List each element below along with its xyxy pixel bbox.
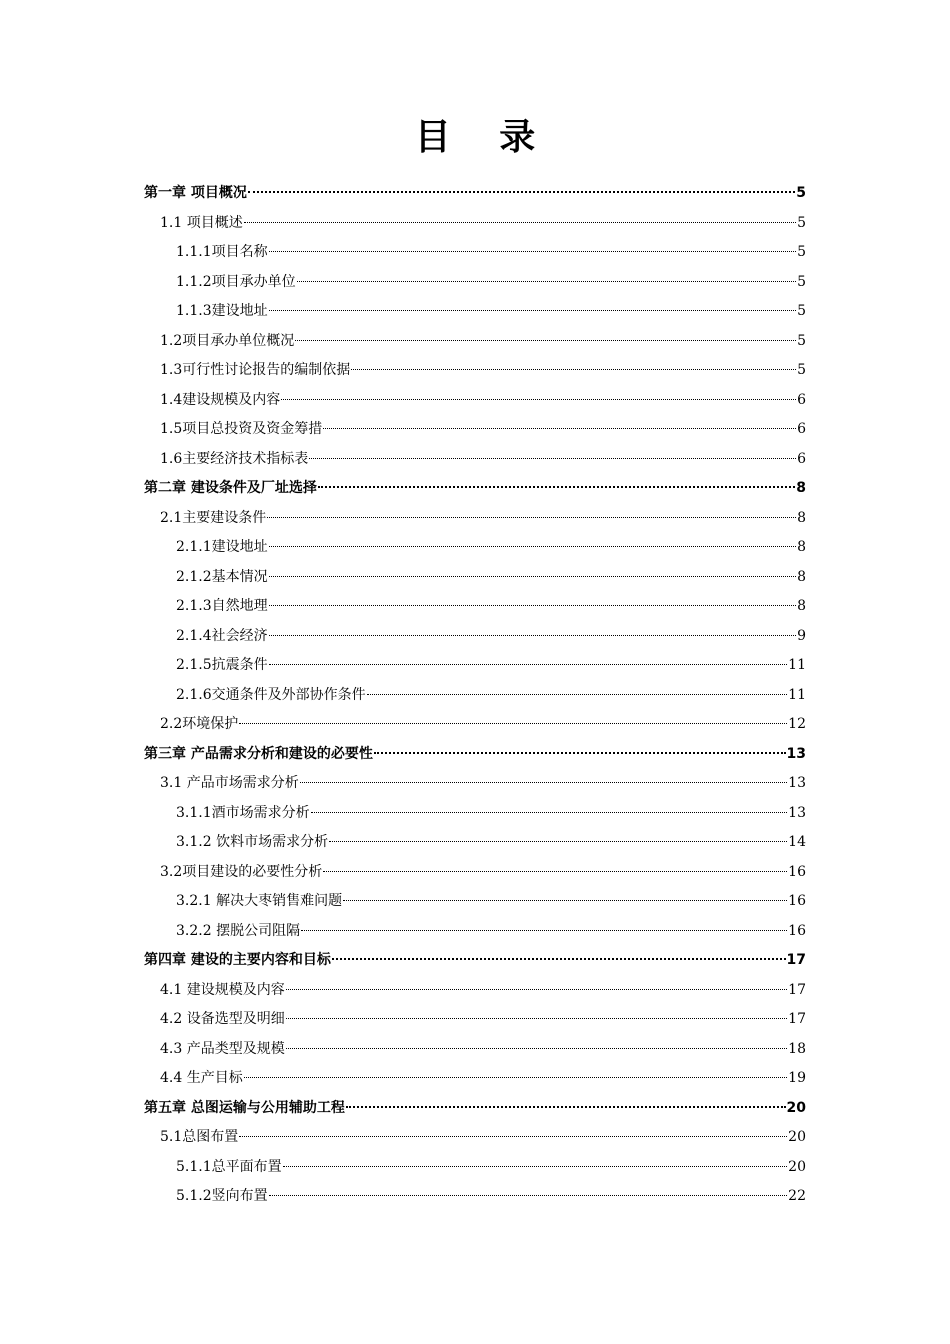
toc-entry-label: 第二章 建设条件及厂址选择 <box>144 480 317 496</box>
toc-entry-page: 11 <box>788 657 806 673</box>
toc-entry-label: 1.1.1项目名称 <box>176 244 268 260</box>
toc-entry-page: 12 <box>788 716 806 732</box>
toc-entry-label: 第四章 建设的主要内容和目标 <box>144 952 331 968</box>
toc-entry-page: 17 <box>786 952 806 968</box>
toc-entry[interactable] <box>144 1094 806 1123</box>
toc-entry-label: 3.2项目建设的必要性分析 <box>160 863 323 880</box>
toc-entry[interactable] <box>160 327 806 356</box>
toc-entry-page: 16 <box>788 893 806 909</box>
dot-leader <box>239 723 787 724</box>
toc-entry-page: 6 <box>797 421 806 437</box>
toc-entry[interactable] <box>160 710 806 739</box>
dot-leader <box>332 958 786 960</box>
toc-entry-label: 3.2.1 解决大枣销售难问题 <box>176 893 343 909</box>
toc-entry[interactable] <box>144 946 806 975</box>
toc-entry[interactable] <box>176 917 806 946</box>
toc-entry-page: 6 <box>797 450 806 467</box>
toc-entry-label: 2.2环境保护 <box>160 716 239 732</box>
toc-entry[interactable] <box>176 887 806 916</box>
toc-entry[interactable] <box>176 533 806 562</box>
toc-entry-label: 1.6主要经济技术指标表 <box>160 450 309 467</box>
toc-entry-label: 2.1.4社会经济 <box>176 627 268 644</box>
toc-entry-label: 1.1.2项目承办单位 <box>176 273 296 290</box>
toc-entry-label: 3.1.1酒市场需求分析 <box>176 804 310 821</box>
toc-entry-label: 2.1.3自然地理 <box>176 598 268 614</box>
dot-leader <box>301 930 787 931</box>
dot-leader <box>269 310 796 311</box>
dot-leader <box>281 399 796 400</box>
toc-entry-page: 9 <box>797 627 806 644</box>
toc-entry-page: 5 <box>797 362 806 378</box>
toc-entry-label: 3.2.2 摆脱公司阻隔 <box>176 922 301 939</box>
toc-entry[interactable] <box>160 976 806 1005</box>
dot-leader <box>300 782 787 783</box>
toc-entry-label: 2.1.5抗震条件 <box>176 657 268 673</box>
toc-entry[interactable] <box>176 828 806 857</box>
toc-entry-label: 1.2项目承办单位概况 <box>160 332 295 349</box>
dot-leader <box>295 340 796 341</box>
toc-entry-page: 20 <box>788 1129 806 1145</box>
dot-leader <box>323 428 796 429</box>
dot-leader <box>248 191 795 193</box>
dot-leader <box>269 635 796 636</box>
toc-entry[interactable] <box>176 681 806 710</box>
toc-entry[interactable] <box>144 179 806 208</box>
toc-entry-label: 第五章 总图运输与公用辅助工程 <box>144 1099 345 1116</box>
toc-entry[interactable] <box>160 858 806 887</box>
toc-entry-page: 14 <box>788 834 806 850</box>
toc-entry[interactable] <box>176 622 806 651</box>
toc-entry[interactable] <box>160 1035 806 1064</box>
toc-entry[interactable] <box>176 799 806 828</box>
toc-entry-label: 3.1 产品市场需求分析 <box>160 775 299 791</box>
toc-entry-page: 8 <box>797 539 806 555</box>
toc-entry-page: 5 <box>797 214 806 231</box>
toc-entry-page: 6 <box>797 391 806 408</box>
dot-leader <box>286 1048 787 1049</box>
dot-leader <box>309 458 796 459</box>
toc-entry[interactable] <box>160 445 806 474</box>
toc-entry[interactable] <box>176 268 806 297</box>
toc-entry-label: 1.1.3建设地址 <box>176 303 268 319</box>
toc-entry-page: 22 <box>788 1188 806 1204</box>
dot-leader <box>269 605 796 606</box>
dot-leader <box>343 900 787 901</box>
dot-leader <box>269 251 796 252</box>
dot-leader <box>311 812 788 813</box>
toc-entry-label: 第三章 产品需求分析和建设的必要性 <box>144 745 373 762</box>
toc-entry-page: 13 <box>788 804 806 821</box>
toc-entry-label: 4.3 产品类型及规模 <box>160 1040 285 1057</box>
page-title: 目 录 <box>414 117 554 158</box>
dot-leader <box>244 1077 787 1078</box>
dot-leader <box>374 752 786 754</box>
toc-entry-label: 1.5项目总投资及资金筹措 <box>160 421 323 437</box>
toc-entry-label: 1.3可行性讨论报告的编制依据 <box>160 362 351 378</box>
toc-entry-page: 5 <box>797 273 806 290</box>
dot-leader <box>286 989 787 990</box>
dot-leader <box>269 664 788 665</box>
toc-entry-page: 20 <box>788 1158 806 1175</box>
toc-entry-label: 第一章 项目概况 <box>144 185 247 201</box>
toc-entry[interactable] <box>160 1123 806 1152</box>
toc-entry[interactable] <box>144 474 806 503</box>
toc-entry-label: 4.1 建设规模及内容 <box>160 981 285 998</box>
toc-entry[interactable] <box>176 651 806 680</box>
toc-entry-label: 4.2 设备选型及明细 <box>160 1011 285 1027</box>
toc-entry[interactable] <box>160 1064 806 1093</box>
toc-entry-page: 11 <box>788 686 806 703</box>
toc-entry-page: 17 <box>788 1011 806 1027</box>
dot-leader <box>329 841 787 842</box>
toc-entry-page: 8 <box>797 598 806 614</box>
toc-entry[interactable] <box>176 297 806 326</box>
dot-leader <box>239 1136 787 1137</box>
toc-entry-page: 5 <box>797 303 806 319</box>
toc-entry[interactable] <box>160 1005 806 1034</box>
toc-entry-label: 4.4 生产目标 <box>160 1070 243 1086</box>
toc-entry-page: 20 <box>786 1099 806 1116</box>
dot-leader <box>323 871 787 872</box>
toc-entry[interactable] <box>176 1153 806 1182</box>
toc-entry[interactable] <box>160 504 806 533</box>
toc-entry[interactable] <box>176 592 806 621</box>
dot-leader <box>367 694 788 695</box>
dot-leader <box>318 486 795 488</box>
toc-entry-page: 19 <box>788 1070 806 1086</box>
toc-entry[interactable] <box>144 740 806 769</box>
toc-entry[interactable] <box>160 769 806 798</box>
toc-entry-page: 5 <box>797 244 806 260</box>
dot-leader <box>346 1106 786 1108</box>
toc-entry-page: 17 <box>788 981 806 998</box>
toc-entry-label: 3.1.2 饮料市场需求分析 <box>176 834 329 850</box>
toc-entry[interactable] <box>176 1182 806 1211</box>
dot-leader <box>269 546 796 547</box>
toc-entry-label: 1.1 项目概述 <box>160 214 243 231</box>
toc-entry[interactable] <box>176 563 806 592</box>
toc-entry-label: 2.1.1建设地址 <box>176 539 268 555</box>
toc-entry-page: 13 <box>786 745 806 762</box>
toc-entry-page: 8 <box>797 568 806 585</box>
toc-entry[interactable] <box>160 415 806 444</box>
dot-leader <box>267 517 796 518</box>
toc-entry-label: 2.1.2基本情况 <box>176 568 268 585</box>
toc-entry-page: 8 <box>797 509 806 526</box>
toc-entry-page: 13 <box>788 775 806 791</box>
toc-entry-label: 1.4建设规模及内容 <box>160 391 281 408</box>
dot-leader <box>283 1166 788 1167</box>
toc-entry-label: 2.1.6交通条件及外部协作条件 <box>176 686 366 703</box>
dot-leader <box>286 1018 787 1019</box>
toc-entry[interactable] <box>160 386 806 415</box>
toc-entry-label: 2.1主要建设条件 <box>160 509 267 526</box>
toc-entry-page: 8 <box>796 480 806 496</box>
toc-entry-page: 16 <box>788 922 806 939</box>
dot-leader <box>269 1195 788 1196</box>
toc-entry-label: 5.1总图布置 <box>160 1129 239 1145</box>
toc-entry-page: 18 <box>788 1040 806 1057</box>
dot-leader <box>297 281 796 282</box>
toc-entry[interactable] <box>160 356 806 385</box>
toc-entry[interactable] <box>176 238 806 267</box>
toc-entry-label: 5.1.1总平面布置 <box>176 1158 282 1175</box>
toc-entry[interactable] <box>160 209 806 238</box>
toc-entry-page: 16 <box>788 863 806 880</box>
dot-leader <box>269 576 796 577</box>
toc-entry-page: 5 <box>796 185 806 201</box>
toc-entry-label: 5.1.2竖向布置 <box>176 1188 268 1204</box>
toc-entry-page: 5 <box>797 332 806 349</box>
dot-leader <box>351 369 796 370</box>
dot-leader <box>244 222 796 223</box>
